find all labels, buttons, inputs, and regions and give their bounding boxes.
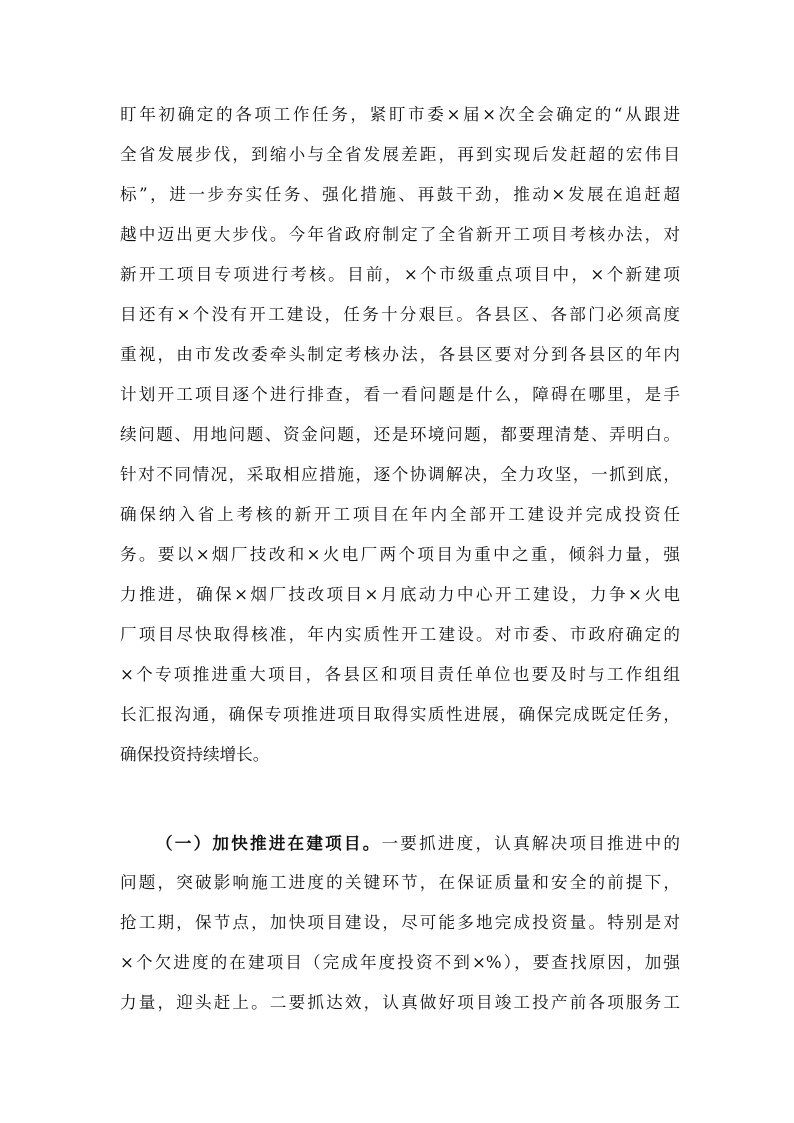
paragraph-1-line-10: 针对不同情况，采取相应措施，逐个协调解决，全力攻坚，一抓到底， [120, 465, 680, 484]
section-heading: （一）加快推进在建项目。 [156, 833, 382, 853]
paragraph-1-line-16: 长汇报沟通，确保专项推进项目取得实质性进展，确保完成既定任务， [120, 705, 680, 724]
paragraph-1-line-4: 越中迈出更大步伐。今年省政府制定了全省新开工项目考核办法，对 [120, 225, 680, 244]
paragraph-1-line-12: 务。要以×烟厂技改和×火电厂两个项目为重中之重，倾斜力量，强 [120, 545, 680, 564]
paragraph-1-line-14: 厂项目尽快取得核准，年内实质性开工建设。对市委、市政府确定的 [120, 625, 680, 644]
paragraph-1-line-11: 确保纳入省上考核的新开工项目在年内全部开工建设并完成投资任 [120, 505, 680, 524]
paragraph-1-line-5: 新开工项目专项进行考核。目前，×个市级重点项目中，×个新建项 [120, 265, 680, 284]
paragraph-1-line-6: 目还有×个没有开工建设，任务十分艰巨。各县区、各部门必须高度 [120, 305, 680, 324]
paragraph-1-line-13: 力推进，确保×烟厂技改项目×月底动力中心开工建设，力争×火电 [120, 585, 680, 604]
paragraph-1-line-8: 计划开工项目逐个进行排查，看一看问题是什么，障碍在哪里，是手 [120, 385, 680, 404]
paragraph-2-line-2: 问题，突破影响施工进度的关键环节，在保证质量和安全的前提下， [120, 873, 680, 892]
paragraph-1-line-9: 续问题、用地问题、资金问题，还是环境问题，都要理清楚、弄明白。 [120, 425, 680, 444]
paragraph-2-line-1-text: 一要抓进度，认真解决项目推进中的 [381, 834, 681, 853]
paragraph-1-line-2: 全省发展步伐，到缩小与全省发展差距，再到实现后发赶超的宏伟目 [120, 145, 680, 164]
paragraph-2-line-4: ×个欠进度的在建项目（完成年度投资不到×%），要查找原因，加强 [120, 953, 680, 972]
paragraph-2-line-3: 抢工期，保节点，加快项目建设，尽可能多地完成投资量。特别是对 [120, 913, 680, 932]
paragraph-1-line-3: 标”，进一步夯实任务、强化措施、再鼓干劲，推动×发展在追赶超 [120, 185, 680, 204]
paragraph-1-line-17: 确保投资持续增长。 [120, 745, 270, 764]
paragraph-1-line-15: ×个专项推进重大项目，各县区和项目责任单位也要及时与工作组组 [120, 665, 680, 684]
paragraph-2-line-1 [156, 832, 680, 855]
paragraph-2-line-5: 力量，迎头赶上。二要抓达效，认真做好项目竣工投产前各项服务工 [120, 993, 680, 1012]
paragraph-1-line-7: 重视，由市发改委牵头制定考核办法，各县区要对分到各县区的年内 [120, 345, 680, 364]
paragraph-1-line-1: 盯年初确定的各项工作任务，紧盯市委×届×次全会确定的“从跟进 [120, 105, 680, 124]
